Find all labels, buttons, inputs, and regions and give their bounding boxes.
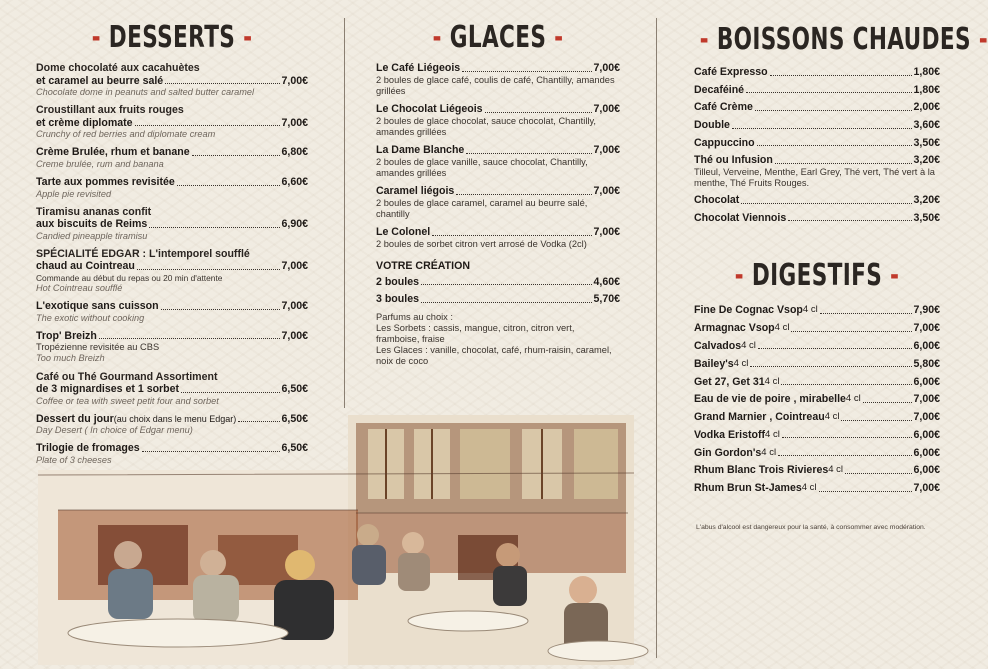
item-name: 3 boules (376, 293, 419, 305)
boisson-item (694, 194, 940, 207)
dotted-leader (192, 155, 281, 156)
item-name: Cappuccino (694, 136, 755, 149)
item-description: 2 boules de glace café, coulis de café, Chantilly, amandes grillées (376, 74, 615, 96)
item-name: Tarte aux pommes revisitée (36, 176, 175, 189)
price-row (376, 103, 620, 116)
item-price: 7,00€ (913, 482, 940, 495)
dotted-leader (770, 75, 913, 76)
dotted-leader (845, 473, 912, 474)
digestif-item (694, 393, 940, 406)
price-row (694, 212, 940, 225)
item-name: Get 27, Get 31 (694, 375, 765, 388)
item-name: Trilogie de fromages (36, 442, 140, 455)
price-row (36, 330, 308, 343)
digestifs-list (694, 304, 940, 494)
digestif-item (694, 340, 940, 353)
dotted-leader (137, 269, 281, 270)
price-row (694, 84, 940, 97)
item-name: L'exotique sans cuisson (36, 300, 159, 313)
price-row (694, 482, 940, 495)
dotted-leader (456, 194, 592, 195)
item-english: The exotic without cooking (36, 312, 145, 323)
dessert-item (36, 248, 308, 294)
item-english: Chocolate dome in peanuts and salted butter caramel (36, 87, 255, 97)
glace-item (376, 62, 620, 97)
digestif-item (694, 429, 940, 442)
item-name: Trop' Breizh (36, 329, 97, 342)
price-row (36, 260, 308, 273)
creation-list (376, 276, 620, 306)
item-price: 7,00€ (281, 300, 308, 313)
item-price: 6,50€ (281, 383, 308, 395)
price-row (694, 101, 940, 114)
item-english: Candied pineapple tiramisu (36, 230, 148, 241)
item-name-line1: SPÉCIALITÉ EDGAR : L'intemporel soufflé (36, 247, 250, 260)
price-row (36, 300, 308, 313)
item-price: 1,80€ (913, 66, 940, 78)
glace-item (376, 226, 620, 250)
price-row (694, 154, 940, 167)
price-row (694, 119, 940, 132)
desserts-section (36, 0, 308, 472)
item-english: Hot Cointreau soufflé (36, 282, 123, 293)
boisson-item (694, 119, 940, 132)
item-name: Chocolat Viennois (694, 211, 787, 224)
price-row (36, 146, 308, 159)
item-price: 7,00€ (913, 411, 940, 424)
item-unit: 4 cl (764, 375, 780, 387)
item-name: Café Crème (694, 101, 753, 114)
dotted-leader (177, 185, 281, 186)
parfums-sorbets: Les Sorbets : cassis, mangue, citron, citron vert, framboise, fraise (376, 322, 575, 344)
dotted-leader (149, 227, 280, 228)
item-price: 7,00€ (281, 74, 308, 87)
item-name: Le Chocolat Liégeois (376, 103, 483, 115)
column-divider (344, 18, 345, 408)
dotted-leader (758, 348, 913, 349)
dotted-leader (755, 110, 913, 111)
item-english: Plate of 3 cheeses (36, 454, 112, 465)
price-row (36, 218, 308, 231)
boisson-item (694, 212, 940, 225)
price-row (694, 194, 940, 207)
price-row (36, 383, 308, 396)
item-name: Chocolat (694, 194, 740, 207)
price-row (694, 358, 940, 371)
glace-item (376, 185, 620, 220)
boissons-section (694, 0, 988, 531)
dotted-leader (791, 331, 912, 332)
price-row (694, 340, 940, 353)
dessert-item (36, 104, 308, 140)
digestif-item (694, 447, 940, 460)
item-price: 3,60€ (913, 119, 940, 132)
item-name: Fine De Cognac Vsop (694, 304, 803, 317)
boisson-item (694, 137, 940, 150)
price-row (694, 447, 940, 460)
item-price: 6,50€ (281, 412, 308, 425)
dotted-leader (135, 125, 281, 126)
item-price: 7,00€ (913, 322, 940, 335)
item-price: 5,70€ (593, 293, 620, 305)
price-row (694, 137, 940, 150)
item-description: Tropézienne revisitée au CBS (36, 342, 160, 353)
price-row (694, 429, 940, 442)
price-row (376, 185, 620, 198)
item-english: Too much Breizh (36, 353, 105, 364)
item-price: 7,90€ (913, 304, 940, 317)
item-name: La Dame Blanche (376, 144, 465, 156)
glace-item (376, 103, 620, 138)
item-price: 2,00€ (913, 101, 940, 114)
item-name: Caramel liégois (376, 185, 455, 197)
column-divider (656, 18, 657, 658)
dotted-leader (746, 92, 912, 93)
item-price: 6,00€ (913, 428, 940, 441)
price-row (36, 176, 308, 189)
dotted-leader (732, 128, 913, 129)
glaces-section (376, 0, 620, 367)
digestif-item (694, 411, 940, 424)
item-name: Double (694, 119, 730, 132)
item-name: Grand Marnier , Cointreau (694, 411, 825, 424)
dessert-item (36, 371, 308, 407)
item-name: Gin Gordon's (694, 446, 762, 459)
digestif-item (694, 376, 940, 389)
dotted-leader (782, 437, 913, 438)
boissons-list (694, 66, 940, 224)
item-description: Tilleul, Verveine, Menthe, Earl Grey, Thé vert, Thé vert à la menthe, Thé Fruits Rouges. (694, 166, 935, 188)
dotted-leader (775, 163, 913, 164)
item-unit: 4 cl (733, 357, 749, 369)
digestif-item (694, 358, 940, 371)
price-row (376, 293, 620, 306)
price-row (376, 226, 620, 239)
item-name: Thé ou Infusion (694, 154, 773, 167)
dotted-leader (99, 338, 281, 339)
item-price: 6,90€ (281, 218, 308, 231)
item-unit: 4 cl (774, 322, 790, 334)
item-name-line1: Tiramisu ananas confit (36, 205, 152, 218)
item-price: 4,60€ (593, 275, 620, 288)
boisson-item (694, 101, 940, 114)
price-row (376, 144, 620, 157)
desserts-heading: - DESSERTS - (91, 20, 253, 55)
item-name: Le Café Liégeois (376, 62, 461, 74)
boisson-item (694, 154, 940, 189)
item-price: 7,00€ (281, 116, 308, 129)
digestifs-heading: - DIGESTIFS - (734, 258, 900, 294)
item-name: Calvados (694, 339, 742, 352)
item-unit: 4 cl (824, 411, 840, 423)
item-name: 2 boules (376, 275, 419, 288)
boisson-item (694, 66, 940, 79)
price-row (694, 322, 940, 335)
price-row (376, 276, 620, 289)
dotted-leader (819, 491, 913, 492)
dotted-leader (750, 366, 912, 367)
parfums-title: Parfums au choix : (376, 311, 453, 322)
alcohol-disclaimer: L'abus d'alcool est dangereux pour la santé, à consommer avec modération. (696, 524, 926, 531)
digestif-item (694, 322, 940, 335)
item-price: 3,50€ (913, 136, 940, 149)
dotted-leader (778, 455, 912, 456)
digestif-item (694, 464, 940, 477)
item-price: 7,00€ (913, 393, 940, 406)
boisson-item (694, 84, 940, 97)
item-price: 3,20€ (913, 154, 940, 167)
price-row (694, 376, 940, 389)
item-description: 2 boules de glace caramel, caramel au beurre salé, chantilly (376, 197, 588, 219)
item-name: Rhum Blanc Trois Rivieres (694, 464, 829, 477)
parfums-glaces: Les Glaces : vanille, chocolat, café, rhum-raisin, caramel, noix de coco (376, 344, 612, 366)
item-price: 6,00€ (913, 464, 940, 477)
price-row (694, 304, 940, 317)
menu-sheet (8, 0, 988, 669)
item-name: de 3 mignardises et 1 sorbet (36, 383, 180, 395)
dotted-leader (757, 145, 913, 146)
item-price: 7,00€ (593, 226, 620, 238)
dotted-leader (181, 392, 280, 393)
item-english: Day Desert ( In choice of Edgar menu) (36, 425, 193, 436)
item-price: 7,00€ (593, 62, 620, 74)
item-price: 6,60€ (281, 176, 308, 189)
item-description: 2 boules de glace vanille, sauce chocolat, Chantilly, amandes grillées (376, 156, 588, 178)
item-name: Armagnac Vsop (694, 322, 775, 335)
price-row (376, 62, 620, 75)
item-unit: 4 cl (765, 428, 780, 440)
item-description: 2 boules de sorbet citron vert arrosé de Vodka (2cl) (376, 238, 587, 249)
item-price: 7,00€ (593, 185, 620, 197)
dotted-leader (863, 402, 913, 403)
item-name-note: (au choix dans le menu Edgar) (113, 413, 237, 424)
dotted-leader (421, 284, 593, 285)
glace-item (376, 144, 620, 179)
item-unit: 4 cl (845, 393, 861, 405)
dotted-leader (432, 235, 592, 236)
item-price: 7,00€ (593, 103, 620, 115)
item-price: 7,00€ (593, 144, 620, 156)
item-unit: 4 cl (802, 304, 818, 316)
item-unit: 4 cl (801, 482, 817, 494)
dotted-leader (788, 220, 912, 221)
glaces-list (376, 62, 620, 250)
dotted-leader (781, 384, 912, 385)
dotted-leader (466, 153, 592, 154)
digestif-item (694, 482, 940, 495)
price-row (694, 411, 940, 424)
item-name-line1: Dome chocolaté aux cacahuètes (36, 62, 200, 74)
desserts-list (36, 62, 308, 466)
creation-item (376, 293, 620, 306)
item-note: Commande au début du repas ou 20 min d'attente (36, 272, 223, 283)
boissons-heading: - BOISSONS CHAUDES - (699, 22, 988, 57)
dessert-item (36, 330, 308, 365)
price-row (694, 464, 940, 477)
item-english: Coffee or tea with sweet petit four and sorbet (36, 395, 219, 406)
item-name: Crème Brulée, rhum et banane (36, 146, 190, 159)
dessert-item (36, 206, 308, 242)
item-unit: 4 cl (761, 446, 777, 458)
dotted-leader (161, 309, 281, 310)
dessert-item (36, 300, 308, 324)
item-name-line1: Croustillant aux fruits rouges (36, 104, 184, 117)
item-unit: 4 cl (828, 464, 844, 476)
item-english: Crunchy of red berries and diplomate cream (36, 129, 216, 140)
item-price: 5,80€ (913, 357, 940, 370)
dotted-leader (485, 112, 593, 113)
price-row (36, 75, 308, 88)
glaces-heading: - GLACES - (432, 20, 564, 55)
price-row (36, 117, 308, 130)
item-name: Vodka Eristoff (694, 428, 766, 441)
item-name: Dessert du jour (36, 412, 114, 425)
item-price: 6,00€ (913, 446, 940, 459)
item-price: 6,00€ (913, 339, 940, 352)
item-name: Rhum Brun St-James (694, 482, 802, 495)
dotted-leader (462, 71, 592, 72)
item-name: Bailey's (694, 357, 734, 370)
item-name: aux biscuits de Reims (36, 218, 148, 231)
parfums-block (376, 312, 620, 367)
item-english: Creme brulée, rum and banana (36, 158, 164, 169)
item-name: Eau de vie de poire , mirabelle (694, 393, 846, 406)
price-row (694, 66, 940, 79)
price-row (694, 393, 940, 406)
dotted-leader (165, 83, 280, 84)
dotted-leader (820, 313, 913, 314)
item-price: 3,20€ (913, 194, 940, 207)
dotted-leader (841, 420, 912, 421)
item-price: 1,80€ (913, 83, 940, 96)
item-price: 7,00€ (281, 260, 308, 273)
item-price: 3,50€ (913, 211, 940, 224)
item-unit: 4 cl (741, 339, 756, 351)
digestif-item (694, 304, 940, 317)
item-name-line1: Café ou Thé Gourmand Assortiment (36, 370, 218, 383)
item-price: 6,80€ (281, 146, 308, 159)
item-price: 6,00€ (913, 375, 940, 388)
creation-heading: VOTRE CRÉATION (376, 259, 470, 272)
item-english: Apple pie revisited (36, 188, 112, 199)
restaurant-illustration (36, 412, 634, 665)
item-name: et caramel au beurre salé (36, 74, 164, 87)
item-name: et crème diplomate (36, 116, 133, 129)
item-name: Café Expresso (694, 66, 768, 78)
dessert-item (36, 146, 308, 170)
dotted-leader (741, 203, 912, 204)
dessert-item (36, 176, 308, 200)
item-name: Decaféiné (694, 83, 745, 96)
item-name: chaud au Cointreau (36, 260, 135, 273)
item-price: 6,50€ (281, 442, 308, 455)
item-description: 2 boules de glace chocolat, sauce chocolat, Chantilly, amandes grillées (376, 115, 596, 137)
restaurant-sketch-image (36, 412, 634, 665)
creation-item (376, 276, 620, 289)
item-name: Le Colonel (376, 226, 431, 238)
dessert-item (36, 62, 308, 98)
dotted-leader (421, 302, 593, 303)
item-price: 7,00€ (281, 329, 308, 342)
